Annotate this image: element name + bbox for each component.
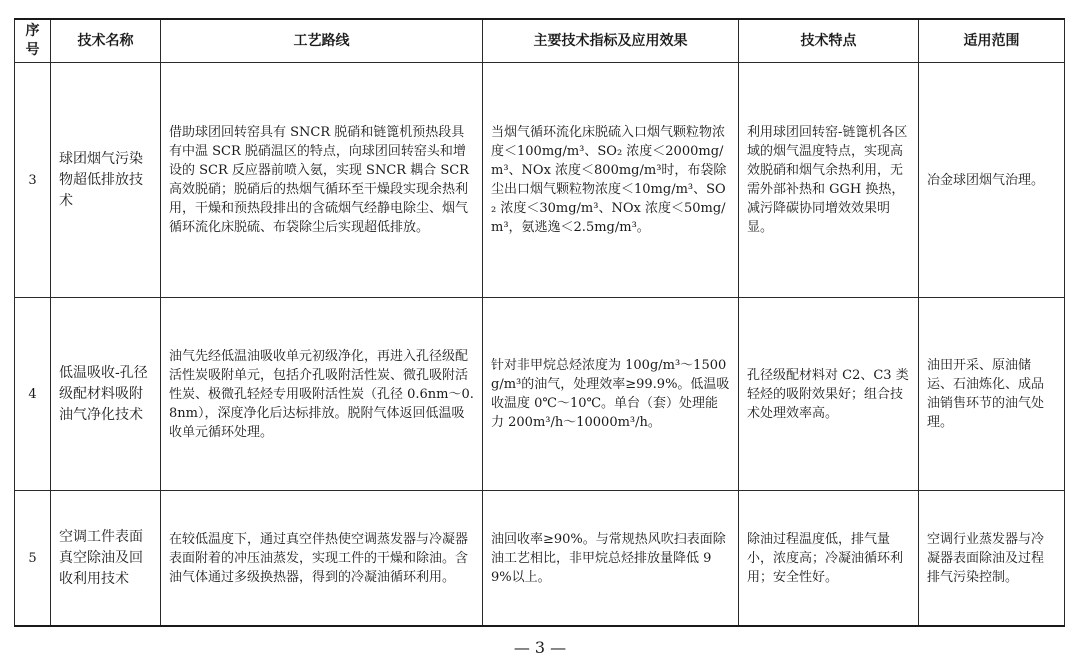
technology-table (14, 18, 1065, 627)
header-no: 序号 (15, 19, 51, 63)
table-header-row (15, 19, 1065, 63)
technology-name: 空调工件表面真空除油及回收利用技术 (51, 491, 161, 627)
row-number: 3 (15, 63, 51, 298)
technology-name: 球团烟气污染物超低排放技术 (51, 63, 161, 298)
application-scope: 空调行业蒸发器与冷凝器表面除油及过程排气污染控制。 (919, 491, 1065, 627)
table-row (15, 491, 1065, 627)
technology-name: 低温吸收-孔径级配材料吸附油气净化技术 (51, 298, 161, 491)
process-route: 在较低温度下，通过真空伴热使空调蒸发器与冷凝器表面附着的冲压油蒸发，实现工件的干燥和除油。含油气体通过多级换热器，得到的冷凝油循环利用。 (161, 491, 483, 627)
process-route: 油气先经低温油吸收单元初级净化，再进入孔径级配活性炭吸附单元，包括介孔吸附活性炭、微孔吸附活性炭、极微孔轻烃专用吸附活性炭（孔径 0.6nm～0.8nm），深度净化后达标排放。脱附气体返回低温吸收单元循环处理。 (161, 298, 483, 491)
row-number: 4 (15, 298, 51, 491)
header-route: 工艺路线 (161, 19, 483, 63)
table-row (15, 63, 1065, 298)
technical-features: 除油过程温度低，排气量小，浓度高；冷凝油循环利用；安全性好。 (739, 491, 919, 627)
header-name: 技术名称 (51, 19, 161, 63)
process-route: 借助球团回转窑具有 SNCR 脱硝和链篦机预热段具有中温 SCR 脱硝温区的特点，向球团回转窑头和增设的 SCR 反应器前喷入氨，实现 SNCR 耦合 SCR 高效脱硝；脱硝后的热烟气循环至干燥段实现余热利用，干燥和预热段排出的含硫烟气经静电除尘、烟气循环流化床脱硫、布袋除尘后实现超低排放。 (161, 63, 483, 298)
header-effect: 主要技术指标及应用效果 (483, 19, 739, 63)
application-scope: 油田开采、原油储运、石油炼化、成品油销售环节的油气处理。 (919, 298, 1065, 491)
page-number: — 3 — (513, 638, 567, 657)
technical-features: 孔径级配材料对 C2、C3 类轻烃的吸附效果好；组合技术处理效率高。 (739, 298, 919, 491)
row-number: 5 (15, 491, 51, 627)
technical-indicators: 油回收率≥90%。与常规热风吹扫表面除油工艺相比，非甲烷总烃排放量降低 99%以上。 (483, 491, 739, 627)
technical-features: 利用球团回转窑-链篦机各区域的烟气温度特点，实现高效脱硝和烟气余热利用，无需外部补热和 GGH 换热，减污降碳协同增效效果明显。 (739, 63, 919, 298)
application-scope: 冶金球团烟气治理。 (919, 63, 1065, 298)
header-scope: 适用范围 (919, 19, 1065, 63)
technical-indicators: 针对非甲烷总烃浓度为 100g/m³～1500g/m³的油气，处理效率≥99.9%。低温吸收温度 0℃～10℃。单台（套）处理能力 200m³/h～10000m³/h。 (483, 298, 739, 491)
header-feature: 技术特点 (739, 19, 919, 63)
table-row (15, 298, 1065, 491)
technical-indicators: 当烟气循环流化床脱硫入口烟气颗粒物浓度＜100mg/m³、SO₂ 浓度＜2000mg/m³、NOx 浓度＜800mg/m³时，布袋除尘出口烟气颗粒物浓度＜10mg/m³、SO₂ 浓度＜30mg/m³、NOx 浓度＜50mg/m³，氨逃逸＜2.5mg/m³。 (483, 63, 739, 298)
